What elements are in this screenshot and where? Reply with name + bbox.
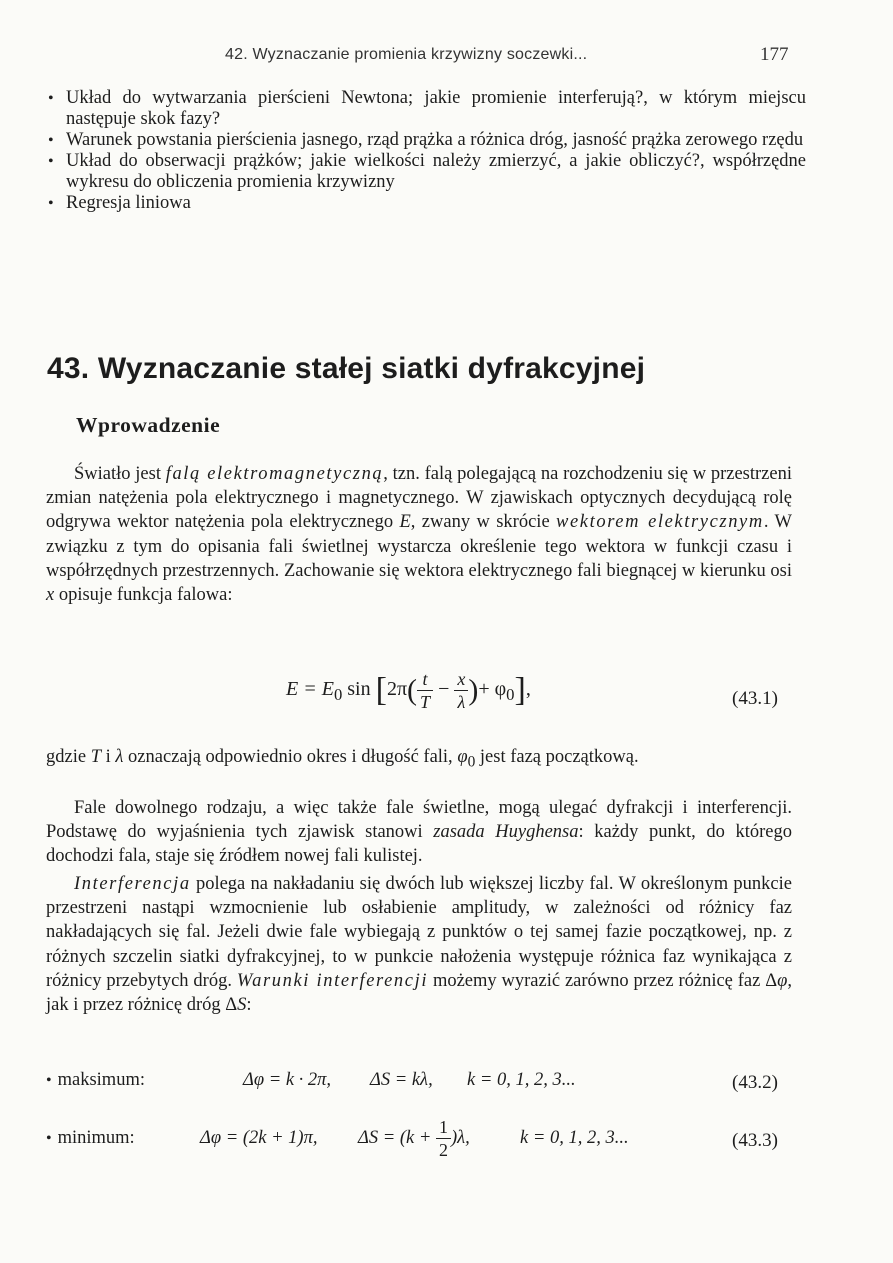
maximum-path-formula: ΔS = kλ, xyxy=(370,1070,433,1090)
list-item: • Układ do wytwarzania pierścieni Newtona; jakie promienie interferują?, w którym miejscu następuje skok fazy? xyxy=(46,88,806,130)
maximum-condition-label: • maksimum: xyxy=(46,1070,145,1090)
equation-number: (43.3) xyxy=(732,1130,778,1151)
running-head: 42. Wyznaczanie promienia krzywizny soczewki... xyxy=(225,46,588,63)
equation-43-1: $E = E_0$ sin [2π( $\frac{t}{T}$ − $\frac{x}{\lambda}$ )+ $\varphi_0$], xyxy=(286,669,531,712)
maximum-phase-formula: Δφ = k · 2π, xyxy=(243,1070,332,1090)
maximum-order-formula: k = 0, 1, 2, 3... xyxy=(467,1070,576,1090)
list-item: • Regresja liniowa xyxy=(46,193,806,214)
paragraph-intro: Światło jest falą elektromagnetyczną, tzn. falą polegającą na rozchodzeniu się w przestrzeni zmian natężenia pola elektrycznego i magnetycznego. W zjawiskach optycznych decydującą rolę odgrywa wektor natężenia pola elektrycznego E, zwany w skrócie wektorem elektrycznym. W związku z tym do opisania fali świetlnej wystarcza określenie tego wektora w funkcji czasu i współrzędnych przestrzennych. Zachowanie się wektora elektrycznego fali biegnącej w kierunku osi x opisuje funkcja falowa: xyxy=(46,464,792,606)
page-number: 177 xyxy=(760,44,789,65)
minimum-phase-formula: Δφ = (2k + 1)π, xyxy=(200,1128,318,1148)
list-item: • Układ do obserwacji prążków; jakie wielkości należy zmierzyć, a jakie obliczyć?, współrzędne wykresu do obliczenia promienia krzywizny xyxy=(46,151,806,193)
paragraph-diffraction: Fale dowolnego rodzaju, a więc także fale świetlne, mogą ulegać dyfrakcji i interferencji. Podstawę do wyjaśnienia tych zjawisk stanowi zasada Huyghensa: każdy punkt, do którego dochodzi fala, staje się źródłem nowej fali kulistej. xyxy=(46,798,792,867)
equation-number: (43.1) xyxy=(732,688,778,709)
minimum-order-formula: k = 0, 1, 2, 3... xyxy=(520,1128,629,1148)
minimum-condition-label: • minimum: xyxy=(46,1128,135,1148)
list-item: • Warunek powstania pierścienia jasnego, rząd prążka a różnica dróg, jasność prążka zerowego rzędu xyxy=(46,130,806,151)
paragraph-where: gdzie T i λ oznaczają odpowiednio okres i długość fali, $\varphi_0$ jest fazą początkową. xyxy=(46,747,639,771)
equation-number: (43.2) xyxy=(732,1072,778,1093)
minimum-path-formula: ΔS = (k + $\frac{1}{2}$ )λ, xyxy=(358,1117,470,1160)
chapter-title: 43. Wyznaczanie stałej siatki dyfrakcyjnej xyxy=(47,352,646,385)
section-title: Wprowadzenie xyxy=(76,413,221,437)
intro-bullet-list xyxy=(46,88,806,214)
paragraph-interference: Interferencja polega na nakładaniu się dwóch lub większej liczby fal. W określonym punkcie przestrzeni nastąpi wzmocnienie lub osłabienie amplitudy, w zależności od różnicy faz nakładających się fal. Jeżeli dwie fale wybiegają z punktów o tej samej fazie początkowej, np. z różnych szczelin siatki dyfrakcyjnej, to w punkcie nałożenia występuje różnica faz wynikająca z różnicy przebytych dróg. Warunki interferencji możemy wyrazić zarówno przez różnicę faz Δφ, jak i przez różnicę dróg ΔS: xyxy=(46,874,792,1016)
